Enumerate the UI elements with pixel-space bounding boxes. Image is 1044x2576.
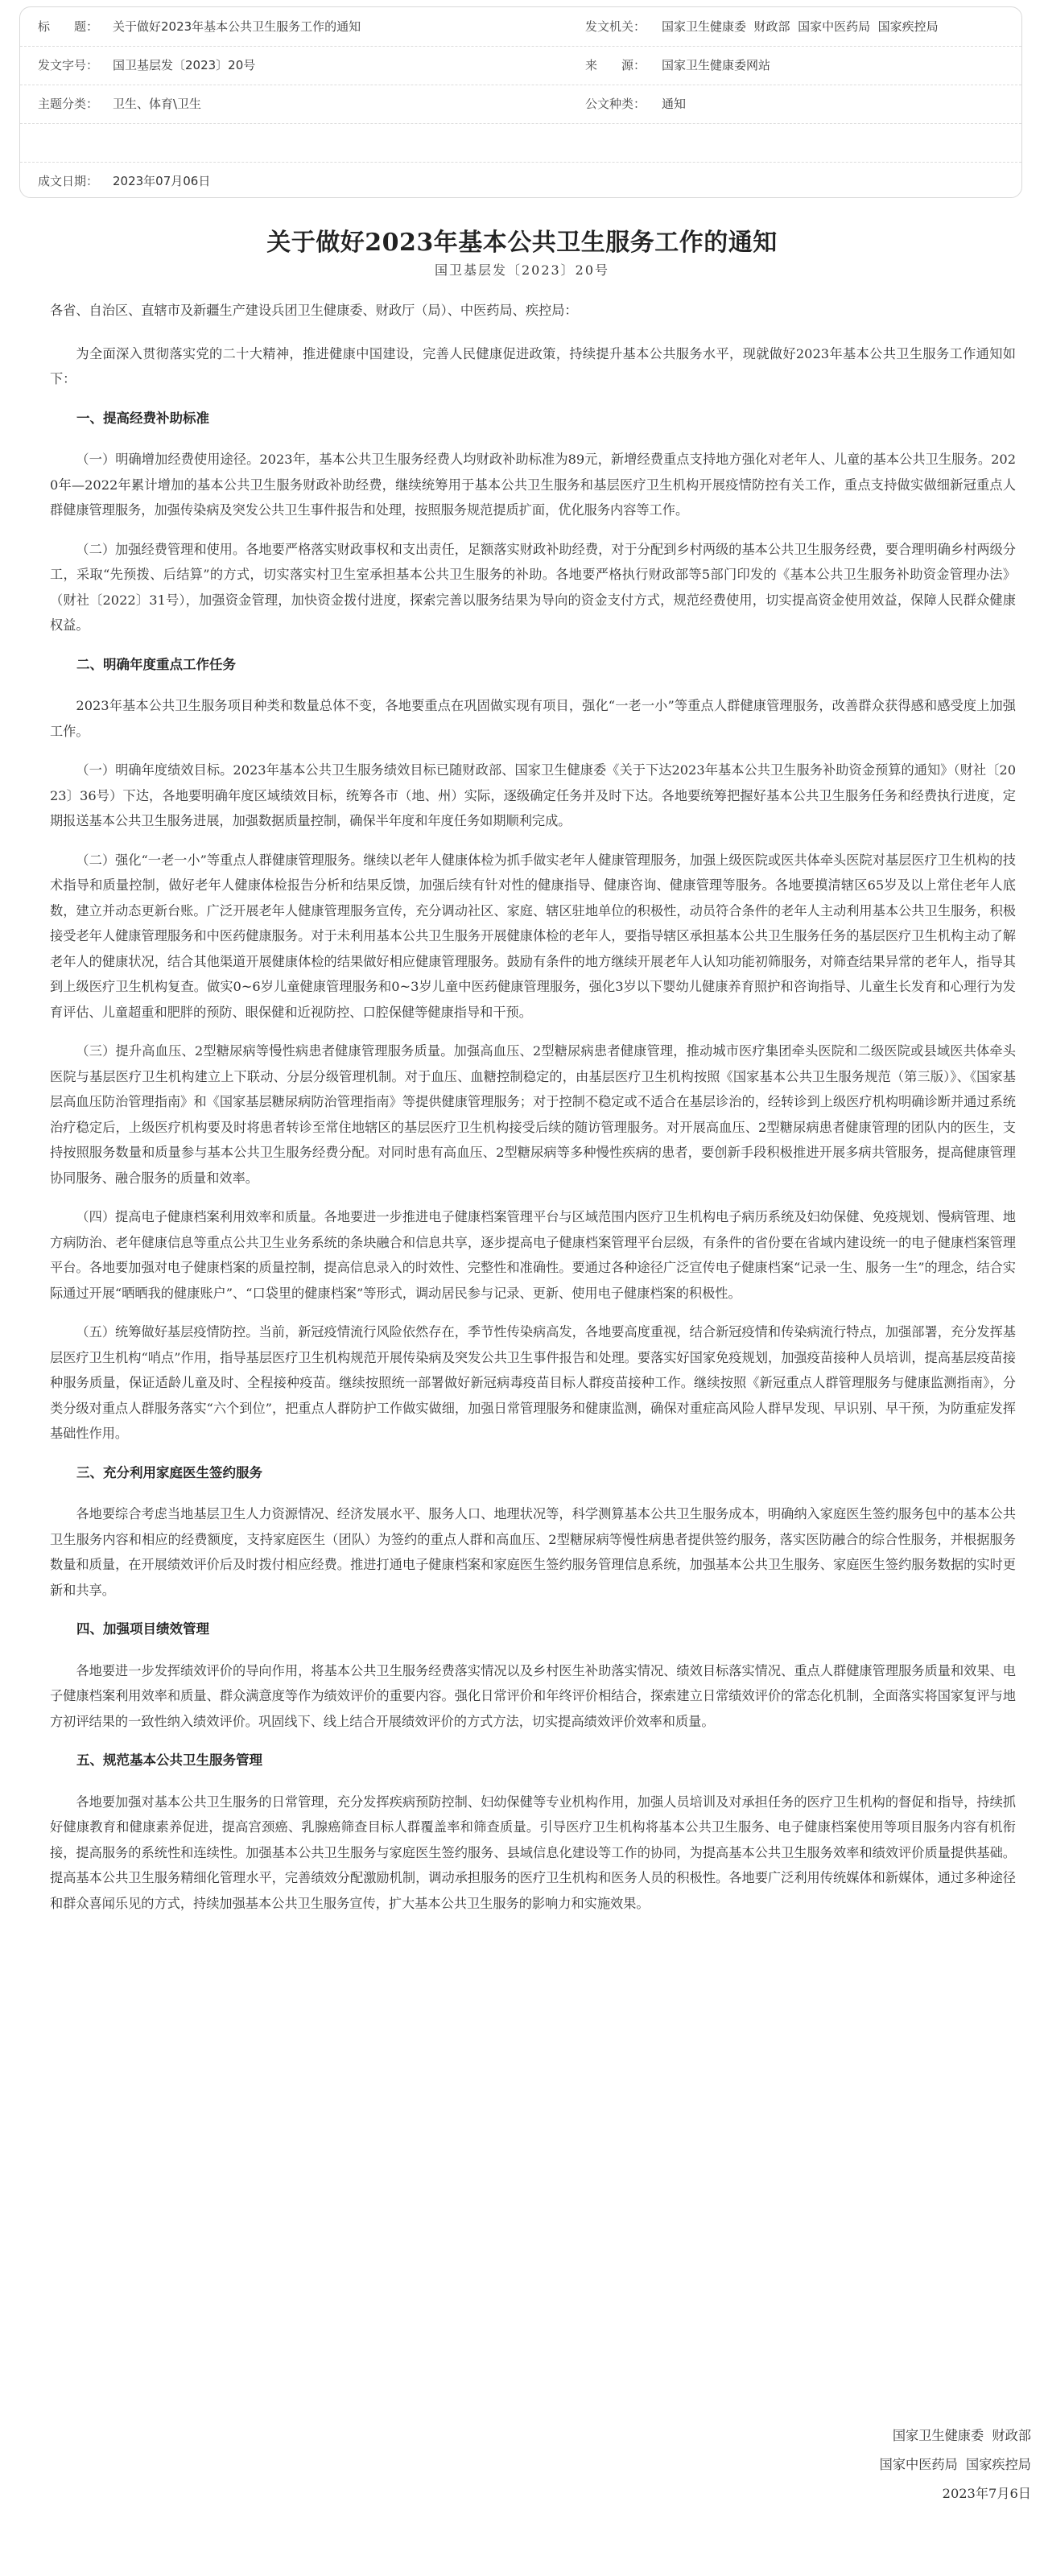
metadata-row-category: [20, 85, 1021, 124]
section-1-paragraph-1: （一）明确增加经费使用途径。2023年，基本公共卫生服务经费人均财政补助标准为89元，新增经费重点支持地方强化对老年人、儿童的基本公共卫生服务。2020年—2022年累计增加的基本公共卫生服务财政补助经费，继续统筹用于基本公共卫生服务和基层医疗卫生机构开展疫情防控有关工作，重点支持做实做细新冠重点人群健康管理服务，加强传染病及突发公共卫生事件报告和处理，按照服务规范提质扩面，优化服务内容等工作。: [50, 452, 1016, 518]
title-value: 关于做好2023年基本公共卫生服务工作的通知: [113, 19, 361, 34]
metadata-row-docno: [20, 46, 1021, 85]
section-heading-5: 五、规范基本公共卫生服务管理: [76, 1752, 262, 1768]
salutation: 各省、自治区、直辖市及新疆生产建设兵团卫生健康委、财政厅（局）、中医药局、疾控局：: [50, 303, 578, 318]
metadata-row-spacer: [20, 123, 1021, 163]
source-label: 来 源：: [585, 58, 646, 72]
title-label: 标 题：: [38, 19, 99, 34]
docno-label: 发文字号：: [38, 58, 99, 72]
section-2-paragraph-4: （四）提高电子健康档案利用效率和质量。各地要进一步推进电子健康档案管理平台与区域范围内医疗卫生机构电子病历系统及妇幼保健、免疫规划、慢病管理、地方病防治、老年健康信息等重点公共卫生业务系统的条块融合和信息共享，逐步提高电子健康档案管理平台层级，有条件的省份要在省域内建设统一的电子健康档案管理平台。各地要加强对电子健康档案的质量控制，提高信息录入的时效性、完整性和准确性。要通过各种途径广泛宣传电子健康档案“记录一生、服务一生”的理念，结合实际通过开展“晒晒我的健康账户”、“口袋里的健康档案”等形式，调动居民参与记录、更新、使用电子健康档案的积极性。: [50, 1209, 1016, 1301]
document-number: 国卫基层发〔2023〕20号: [434, 262, 610, 278]
signature-block: [880, 2421, 1031, 2508]
section-2-paragraph-2: （二）强化“一老一小”等重点人群健康管理服务。继续以老年人健康体检为抓手做实老年人健康管理服务，加强上级医院或医共体牵头医院对基层医疗卫生机构的技术指导和质量控制，做好老年人健康体检报告分析和结果反馈，加强后续有针对性的健康指导、健康咨询、健康管理等服务。各地要摸清辖区65岁及以上常住老年人底数，建立并动态更新台账。广泛开展老年人健康管理服务宣传，充分调动社区、家庭、辖区驻地单位的积极性，动员符合条件的老年人主动利用基本公共卫生服务，积极接受老年人健康管理服务和中医药健康服务。对于未利用基本公共卫生服务开展健康体检的老年人，要指导辖区承担基本公共卫生服务任务的基层医疗卫生机构主动了解老年人的健康状况，结合其他渠道开展健康体检的结果做好相应健康管理服务。鼓励有条件的地方继续开展老年人认知功能初筛服务，对筛查结果异常的老年人，指导其到上级医疗卫生机构复查。做实0~6岁儿童健康管理服务和0~3岁儿童中医药健康管理服务，强化3岁以下婴幼儿健康养育照护和咨询指导、儿童生长发育和心理行为发育评估、儿童超重和肥胖的预防、眼保健和近视防控、口腔保健等健康指导和干预。: [50, 852, 1016, 1020]
article-title: 关于做好2023年基本公共卫生服务工作的通知: [266, 229, 778, 257]
metadata-row-title: [20, 7, 1021, 47]
section-2-paragraph-1: （一）明确年度绩效目标。2023年基本公共卫生服务绩效目标已随财政部、国家卫生健康委《关于下达2023年基本公共卫生服务补助资金预算的通知》（财社〔2023〕36号）下达，各地要明确年度区域绩效目标，统筹各市（地、州）实际，逐级确定任务并及时下达。各地要统筹把握好基本公共卫生服务任务和经费执行进度，定期报送基本公共卫生服务进展，加强数据质量控制，确保半年度和年度任务如期顺利完成。: [50, 762, 1016, 828]
section-4-paragraph-1: 各地要进一步发挥绩效评价的导向作用，将基本公共卫生服务经费落实情况以及乡村医生补助落实情况、绩效目标落实情况、重点人群健康管理服务质量和效果、电子健康档案利用效率和质量、群众满意度等作为绩效评价的重要内容。强化日常评价和年终评价相结合，探索建立日常绩效评价的常态化机制，全面落实将国家复评与地方初评结果的一致性纳入绩效评价。巩固线下、线上结合开展绩效评价的方式方法，切实提高绩效评价效率和质量。: [50, 1662, 1016, 1729]
section-heading-1: 一、提高经费补助标准: [76, 410, 209, 426]
source-value: 国家卫生健康委网站: [662, 58, 771, 72]
issuer-label: 发文机关：: [585, 19, 646, 34]
section-2-intro: 2023年基本公共卫生服务项目种类和数量总体不变，各地要重点在巩固做实现有项目，强化“一老一小”等重点人群健康管理服务，改善群众获得感和感受度上加强工作。: [50, 698, 1016, 739]
docno-value: 国卫基层发〔2023〕20号: [113, 58, 256, 72]
section-2-paragraph-3: （三）提升高血压、2型糖尿病等慢性病患者健康管理服务质量。加强高血压、2型糖尿病患者健康管理，推动城市医疗集团牵头医院和二级医院或县域医共体牵头医院与基层医疗卫生机构建立上下联动、分层分级管理机制。对于血压、血糖控制稳定的，由基层医疗卫生机构按照《国家基本公共卫生服务规范（第三版）》、《国家基层高血压防治管理指南》和《国家基层糖尿病防治管理指南》等提供健康管理服务；对于控制不稳定或不适合在基层诊治的，经转诊到上级医疗机构明确诊断并通过系统治疗稳定后，上级医疗机构要及时将患者转诊至常住地辖区的基层医疗卫生机构接受后续的随访管理服务。对开展高血压、2型糖尿病患者健康管理的团队内的医生，支持按照服务数量和质量参与基本公共卫生服务经费分配。对同时患有高血压、2型糖尿病等多种慢性疾病的患者，要创新手段积极推进开展多病共管服务，提高健康管理协同服务、融合服务的质量和效率。: [50, 1043, 1016, 1186]
section-heading-3: 三、充分利用家庭医生签约服务: [76, 1464, 262, 1480]
document-metadata-panel: [19, 6, 1022, 198]
signature-line-1: 国家卫生健康委 财政部: [892, 2428, 1031, 2443]
type-value: 通知: [662, 97, 687, 111]
date-label: 成文日期：: [38, 174, 99, 188]
section-1-paragraph-2: （二）加强经费管理和使用。各地要严格落实财政事权和支出责任，足额落实财政补助经费，对于分配到乡村两级的基本公共卫生服务经费，要合理明确乡村两级分工，采取“先预拨、后结算”的方式，切实落实村卫生室承担基本公共卫生服务的补助。各地要严格执行财政部等5部门印发的《基本公共卫生服务补助资金管理办法》（财社〔2022〕31号），加强资金管理，加快资金拨付进度，探索完善以服务结果为导向的资金支付方式，规范经费使用，切实提高资金使用效益，保障人民群众健康权益。: [50, 541, 1016, 633]
type-label: 公文种类：: [585, 97, 646, 111]
section-3-paragraph-1: 各地要综合考虑当地基层卫生人力资源情况、经济发展水平、服务人口、地理状况等，科学测算基本公共卫生服务成本，明确纳入家庭医生签约服务包中的基本公共卫生服务内容和相应的经费额度，支持家庭医生（团队）为签约的重点人群和高血压、2型糖尿病等慢性病患者提供签约服务，落实医防融合的综合性服务，并根据服务数量和质量，在开展绩效评价后及时拨付相应经费。推进打通电子健康档案和家庭医生签约服务管理信息系统，加强基本公共卫生服务、家庭医生签约服务数据的实时更新和共享。: [50, 1506, 1016, 1598]
article-body: [50, 288, 1016, 1930]
category-label: 主题分类：: [38, 97, 99, 111]
category-value: 卫生、体育\卫生: [113, 97, 202, 111]
signature-date: 2023年7月6日: [942, 2486, 1031, 2501]
intro-paragraph: 为全面深入贯彻落实党的二十大精神，推进健康中国建设，完善人民健康促进政策，持续提升基本公共服务水平，现就做好2023年基本公共卫生服务工作通知如下：: [50, 345, 1016, 386]
section-heading-2: 二、明确年度重点工作任务: [76, 656, 236, 672]
section-5-paragraph-1: 各地要加强对基本公共卫生服务的日常管理，充分发挥疾病预防控制、妇幼保健等专业机构作用，加强人员培训及对承担任务的医疗卫生机构的督促和指导，持续抓好健康教育和健康素养促进，提高宫颈癌、乳腺癌筛查目标人群覆盖率和筛查质量。引导医疗卫生机构将基本公共卫生服务、电子健康档案使用等项目服务内容有机衔接，提高服务的系统性和连续性。加强基本公共卫生服务与家庭医生签约服务、县域信息化建设等工作的协同，为提高基本公共卫生服务效率和绩效评价质量提供基础。提高基本公共卫生服务精细化管理水平，完善绩效分配激励机制，调动承担服务的医疗卫生机构和医务人员的积极性。各地要广泛利用传统媒体和新媒体，通过多种途径和群众喜闻乐见的方式，持续加强基本公共卫生服务宣传，扩大基本公共卫生服务的影响力和实施效果。: [50, 1794, 1016, 1911]
section-heading-4: 四、加强项目绩效管理: [76, 1621, 209, 1637]
date-value: 2023年07月06日: [113, 174, 211, 188]
signature-line-2: 国家中医药局 国家疾控局: [879, 2457, 1031, 2472]
section-2-paragraph-5: （五）统筹做好基层疫情防控。当前，新冠疫情流行风险依然存在，季节性传染病高发，各地要高度重视，结合新冠疫情和传染病流行特点，加强部署，充分发挥基层医疗卫生机构“哨点”作用，指导基层医疗卫生机构规范开展传染病及突发公共卫生事件报告和处理。要落实好国家免疫规划，加强疫苗接种人员培训，提高基层疫苗接种服务质量，保证适龄儿童及时、全程接种疫苗。继续按照统一部署做好新冠病毒疫苗目标人群疫苗接种工作。继续按照《新冠重点人群管理服务与健康监测指南》，分类分级对重点人群服务落实“六个到位”，把重点人群防护工作做实做细，加强日常管理服务和健康监测，确保对重症高风险人群早发现、早识别、早干预，为防重症发挥基础性作用。: [50, 1324, 1016, 1441]
issuer-value: 国家卫生健康委 财政部 国家中医药局 国家疾控局: [662, 19, 939, 34]
metadata-row-date: [20, 162, 1021, 200]
